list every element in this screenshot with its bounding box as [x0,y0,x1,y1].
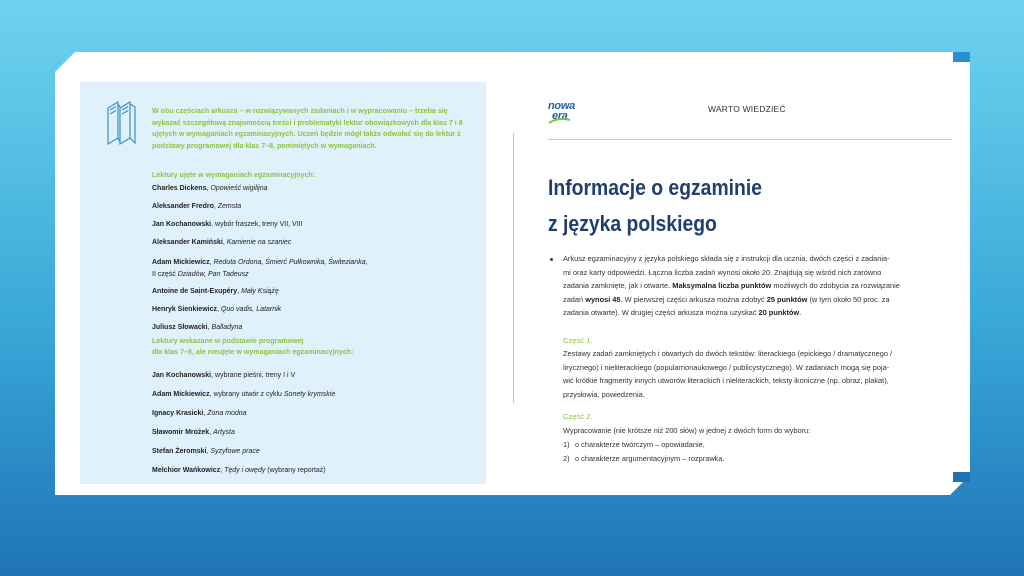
readings-panel [80,82,486,484]
nowa-era-logo: nowa era [548,100,590,126]
intro-text: W obu częściach arkusza – w rozwiązywanych zadaniach i w wypracowaniu – trzeba się wykazać szczegółową znajomością treści i problematyki lektur obowiązkowych dla klas 7 i 8 ujętych w wymaganiach egzaminacyjnych. Uczeń będzie mógł także odwołać się do lektur z podstawy programowej dla klas 7–8, pominiętych w wymaganiach. [152,107,463,150]
list-item: Juliusz Słowacki, Balladyna [152,324,243,331]
list-item: Jan Kochanowski, wybór fraszek, treny VII, VIII [152,221,303,228]
list-item: Adam Mickiewicz, wybrany utwór z cyklu Sonety krymskie [152,391,336,398]
list-item: Henryk Sienkiewicz, Quo vadis, Latarnik [152,306,282,313]
list-item: Ignacy Krasicki, Żona modna [152,410,247,417]
header-divider [548,139,952,140]
list-item: Aleksander Kamiński, Kamienie na szaniec [152,239,292,246]
page-title: Informacje o egzaminie z języka polskiego [548,175,762,236]
list-item: Antoine de Saint-Exupéry, Mały Książę [152,288,279,295]
essay-forms-list [563,438,725,465]
bullet-icon [550,258,553,261]
part2-heading: Część 2. [563,412,593,421]
section-label: WARTO WIEDZIEĆ [708,104,786,114]
column-divider [513,133,514,403]
list-item: Adam Mickiewicz, Reduta Ordona, Śmierć Pułkownika, Świtezianka, II część Dziadów, Pan Tadeusz [152,259,368,278]
optional-readings-list [152,372,468,486]
frame-corner-accent [953,52,970,62]
section-heading-required: Lektury ujęte w wymaganiach egzaminacyjnych: [152,171,316,179]
books-icon [104,98,140,146]
list-item: Stefan Żeromski, Syzyfowe prace [152,448,260,455]
list-item: Jan Kochanowski, wybrane pieśni, treny I i V [152,372,296,379]
part1-heading: Część 1. [563,336,593,345]
list-item: 2) o charakterze argumentacyjnym – rozprawka. [563,453,725,463]
exam-info-paragraph: Arkusz egzaminacyjny z języka polskiego składa się z instrukcji dla ucznia, dwóch części z zadania- mi oraz karty odpowiedzi. Łączna liczba zadań wynosi około 20. Znajdują się wśród nich zarówno zadania zamknięte, jak i otwarte. Maksymalna liczba punktów możliwych do zdobycia za rozwiązanie zadań wynosi 45. W pierwszej części arkusza można zdobyć 25 punktów (w tym około 50 proc. za zadania otwarte). W drugiej części arkusza można uzyskać 20 punktów. [563,254,900,317]
required-readings-list [152,185,468,342]
section-heading-optional: Lektury wskazane w podstawie programowej dla klas 7–8, ale nieujęte w wymaganiach egzaminacyjnych: [152,337,354,356]
list-item: Sławomir Mrożek, Artysta [152,429,235,436]
logo-swoosh-icon [548,117,572,125]
list-item: 1) o charakterze twórczym – opowiadanie, [563,440,705,449]
list-item: Melchior Wańkowicz, Tędy i owędy (wybrany reportaż) [152,467,326,474]
part2-description: Wypracowanie (nie krótsze niż 200 słów) w jednej z dwóch form do wyboru: [563,426,811,435]
part1-description: Zestawy zadań zamkniętych i otwartych do dwóch tekstów: literackiego (epickiego / dramatycznego / lirycznego) i nieliterackiego (popularnonaukowego / publicystycznego). W zadaniach mogą się poja- wić krótkie fragmenty innych utworów literackich i nieliterackich, teksty ikoniczne (np. obraz, plakat), przysłowia, powiedzenia. [563,349,893,399]
list-item: Aleksander Fredro, Zemsta [152,203,242,210]
list-item: Charles Dickens, Opowieść wigilijna [152,185,268,192]
frame-corner-accent [953,472,970,482]
